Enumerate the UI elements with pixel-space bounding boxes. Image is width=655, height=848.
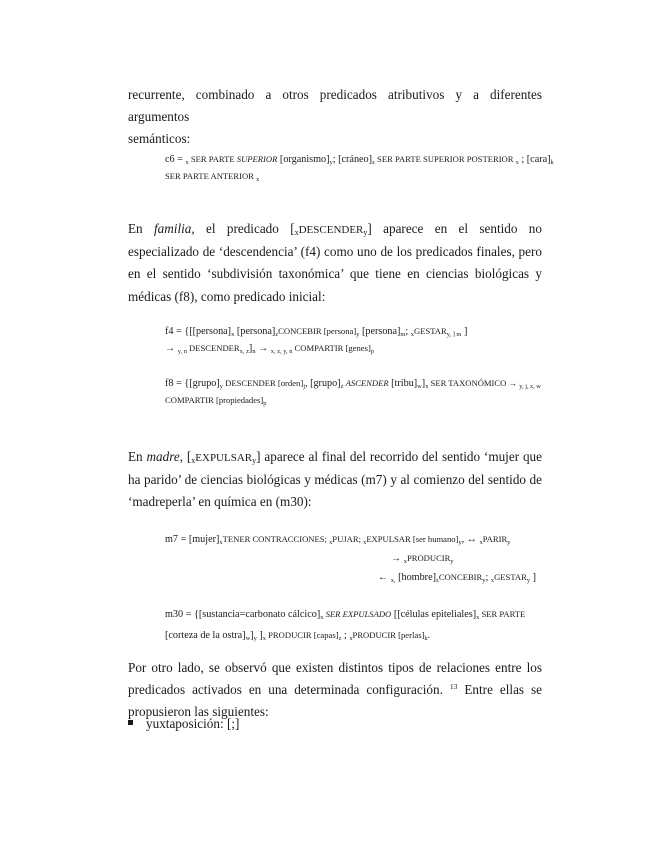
formula-f4: $f4 = \{[[persona]_x$ $[persona]_zCONCEBIR$ $[persona]_y$ $[persona]_m$; $_xGESTAR_{y, ] m}$ ] → $_{y, n}$ $DESCENDER_{x, z}]_n \to _{x, z, y, n}$ COMPARTIR $[genes]_p$ — [165, 326, 468, 355]
term-madre: madre — [146, 449, 180, 464]
formula-m30: m30 = {[sustancia=carbonato $cálcico]_x$ SER EXPULSADO [[células $epiteliales]_x$ SER PARTE [corteza de la $ostra]_w]_y$ ]$_x$ PRODUCIR $[capas]_z$ ; $_x$PRODUCIR $[perlas]_k$. — [165, 609, 526, 642]
text-line: recurrente, combinado a otros predicados atributivos y a diferentes argumentos — [128, 87, 542, 125]
paragraph-familia: En familia, el predicado $[_xDESCENDER_y]$ aparece en el sentido no especializado de ‘descendencia’ (f4) como uno de los predicados finales, pero en el sentido ‘subdivisión taxonómica’ que tiene en ciencias biológicas y médicas (f8), como predicado inicial: — [128, 221, 542, 304]
formula-f8: $f8 = \{[grupo]_y$ DESCENDER $[orden]_j$, $[grupo]_z$ ASCENDER $[tribu]_w]_x$ SER TAXONÓMICO → $_{y, j, z, w}$ COMPARTIR $[propiedades]_p$ — [165, 378, 541, 407]
paragraph-madre: En madre, $[_xEXPULSAR_y]$ aparece al final del recorrido del sentido ‘mujer que ha parido’ de ciencias biológicas y médicas (m7) y al comienzo del sentido de ‘madreperla’ en química en (m30): — [128, 449, 542, 510]
text-line: semánticos: — [128, 131, 191, 147]
term-familia: familia — [154, 221, 192, 236]
paragraph-relaciones: Por otro lado, se observó que existen distintos tipos de relaciones entre los predicados activados en una determinada configuración. $^{13}$ Entre ellas se propusieron las siguientes: — [128, 660, 542, 720]
list-item — [128, 713, 239, 735]
paragraph-intro — [128, 84, 542, 151]
footnote-ref[interactable]: 13 — [449, 682, 458, 692]
bullet-icon — [128, 720, 133, 725]
formula-m7: $m7 = [mujer]_xTENER$ CONTRACCIONES; $_x$PUJAR; $_x$EXPULSAR [ser $humano]_y$, ↔ $_xPARIR_y$ → $_xPRODUCIR_y$ ← $_{x,}$ $[hombre]_zCONCEBIR_y$; $_xGESTAR_y$ ] — [165, 534, 536, 584]
formula-c6: c6 = $_x$ SER PARTE SUPERIOR $[organismo]_y$; $[cráneo]_z$ SER PARTE SUPERIOR POSTERIOR $_x$ ; $[cara]_k$ SER PARTE ANTERIOR $_x$ — [165, 154, 554, 183]
list-item-text: yuxtaposición: [;] — [146, 716, 240, 731]
